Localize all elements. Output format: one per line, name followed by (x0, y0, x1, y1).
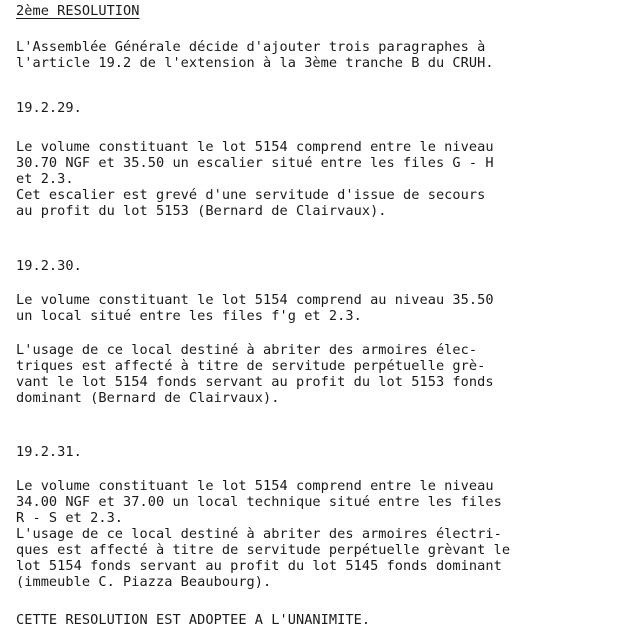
paragraph-line: L'usage de ce local destiné à abriter des armoires élec- (16, 342, 478, 358)
paragraph-line: un local situé entre les files f'g et 2.3. (16, 308, 362, 324)
resolution-heading: 2ème RESOLUTION (16, 3, 140, 19)
paragraph-line: au profit du lot 5153 (Bernard de Clairvaux). (16, 203, 387, 219)
paragraph-line: Cet escalier est grevé d'une servitude d'issue de secours (16, 187, 486, 203)
paragraph-line: Le volume constituant le lot 5154 comprend entre le niveau (16, 478, 494, 494)
paragraph-line: 30.70 NGF et 35.50 un escalier situé entre les files G - H (16, 155, 494, 171)
paragraph-line: vant le lot 5154 fonds servant au profit du lot 5153 fonds (16, 374, 494, 390)
paragraph-line: Le volume constituant le lot 5154 comprend entre le niveau (16, 139, 494, 155)
intro-line: l'article 19.2 de l'extension à la 3ème tranche B du CRUH. (16, 55, 494, 71)
intro-line: L'Assemblée Générale décide d'ajouter trois paragraphes à (16, 39, 486, 55)
paragraph-line: ques est affecté à titre de servitude perpétuelle grèvant le (16, 542, 511, 558)
paragraph-line: et 2.3. (16, 171, 74, 187)
paragraph-line: lot 5154 fonds servant au profit du lot 5145 fonds dominant (16, 558, 502, 574)
paragraph-line: Le volume constituant le lot 5154 comprend au niveau 35.50 (16, 292, 494, 308)
section-number: 19.2.30. (16, 258, 82, 274)
section-number: 19.2.31. (16, 444, 82, 460)
paragraph-line: L'usage de ce local destiné à abriter des armoires électri- (16, 526, 502, 542)
paragraph-line: 34.00 NGF et 37.00 un local technique situé entre les files (16, 494, 502, 510)
paragraph-line: (immeuble C. Piazza Beaubourg). (16, 574, 272, 590)
paragraph-line: R - S et 2.3. (16, 510, 124, 526)
paragraph-line: triques est affecté à titre de servitude perpétuelle grè- (16, 358, 486, 374)
section-number: 19.2.29. (16, 100, 82, 116)
resolution-conclusion: CETTE RESOLUTION EST ADOPTEE A L'UNANIMITE. (16, 612, 371, 628)
paragraph-line: dominant (Bernard de Clairvaux). (16, 390, 280, 406)
